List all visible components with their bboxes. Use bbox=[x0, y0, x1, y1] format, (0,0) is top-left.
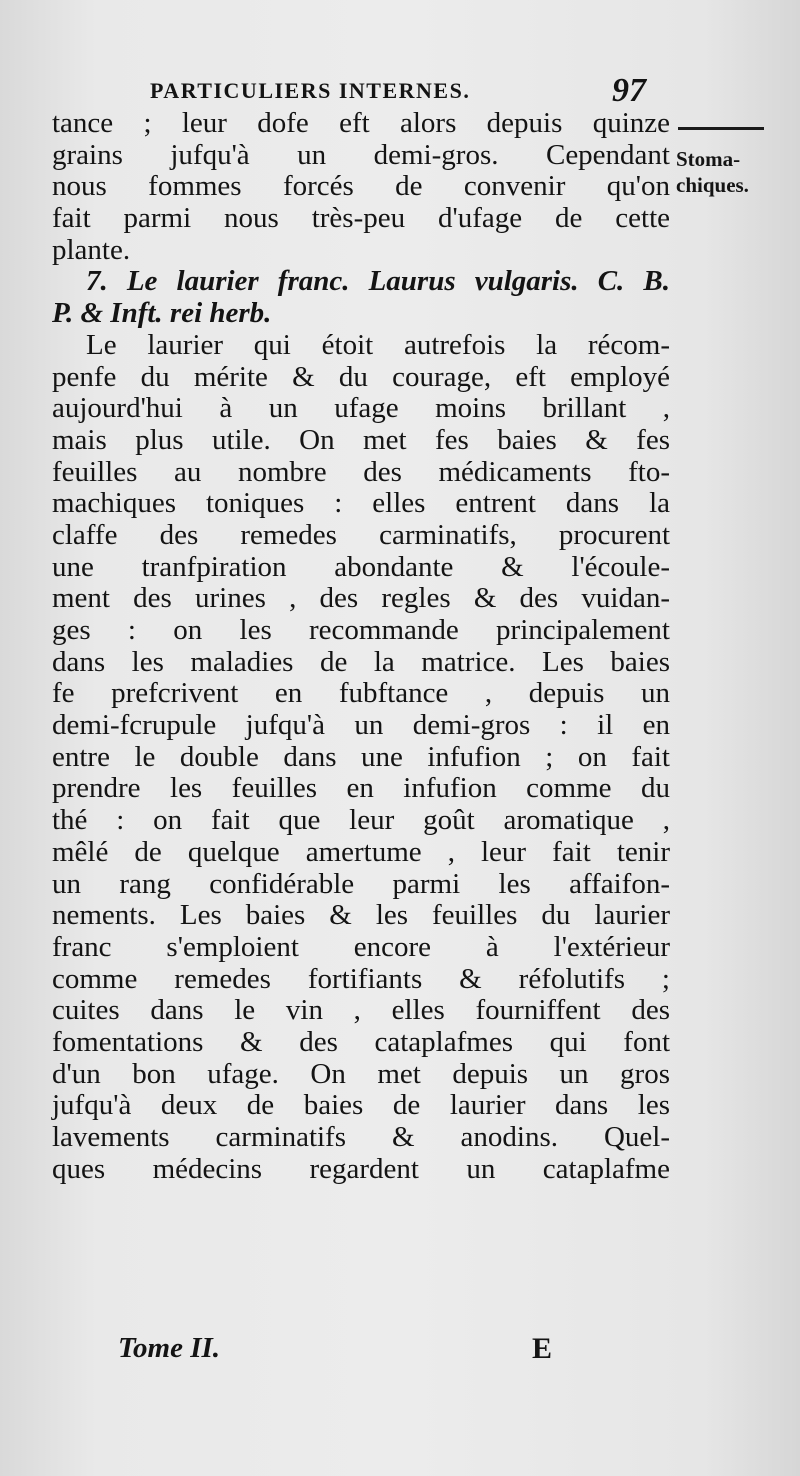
text-line: feuilles au nombre des médicaments fto- bbox=[52, 455, 670, 488]
text-line: plante. bbox=[52, 233, 131, 266]
text-line: fait parmi nous très-peu d'ufage de cette bbox=[52, 202, 670, 235]
text-line: une tranfpiration abondante & l'écoule- bbox=[52, 550, 670, 583]
text-line: penfe du mérite & du courage, eft employé bbox=[52, 360, 670, 393]
volume-label: Tome II. bbox=[118, 1332, 221, 1364]
text-line: machiques toniques : elles entrent dans la bbox=[52, 487, 670, 520]
text-line: thé : on fait que leur goût aromatique , bbox=[52, 804, 670, 837]
text-line: ment des urines , des regles & des vuidan- bbox=[52, 582, 670, 615]
running-head bbox=[150, 74, 670, 110]
text-line: cuites dans le vin , elles fourniffent des bbox=[52, 994, 670, 1027]
signature-mark: E bbox=[532, 1332, 553, 1365]
text-line: ques médecins regardent un cataplafme bbox=[52, 1152, 670, 1185]
text-line: jufqu'à deux de baies de laurier dans les bbox=[52, 1089, 670, 1122]
section-heading: 7. Le laurier franc. Laurus vulgaris. C. B. bbox=[86, 265, 670, 298]
text-line: claffe des remedes carminatifs, procurent bbox=[52, 518, 670, 551]
text-line: nements. Les baies & les feuilles du laurier bbox=[52, 899, 670, 932]
margin-note-line: chiques. bbox=[676, 173, 749, 197]
text-line: franc s'emploient encore à l'extérieur bbox=[52, 930, 670, 963]
text-line: ges : on les recommande principalement bbox=[52, 614, 670, 646]
text-line: mais plus utile. On met fes baies & fes bbox=[52, 423, 670, 456]
text-line: Le laurier qui étoit autrefois la récom- bbox=[86, 328, 670, 361]
text-line: mêlé de quelque amertume , leur fait tenir bbox=[52, 835, 670, 868]
text-line: tance ; leur dofe eft alors depuis quinze bbox=[52, 107, 670, 139]
page-footer bbox=[118, 1332, 588, 1372]
text-line: demi-fcrupule jufqu'à un demi-gros : il en bbox=[52, 709, 670, 742]
running-title: PARTICULIERS INTERNES. bbox=[150, 78, 471, 103]
text-line: prendre les feuilles en infufion comme du bbox=[52, 772, 670, 805]
body-text bbox=[52, 108, 670, 1185]
margin-note bbox=[676, 146, 749, 198]
text-line: entre le double dans une infufion ; on fait bbox=[52, 740, 670, 773]
section-heading-continued: P. & Inft. rei herb. bbox=[52, 297, 272, 330]
text-line: un rang confidérable parmi les affaifon- bbox=[52, 867, 670, 900]
text-line: fomentations & des cataplafmes qui font bbox=[52, 1025, 670, 1058]
text-line: lavements carminatifs & anodins. Quel- bbox=[52, 1121, 670, 1153]
text-line: dans les maladies de la matrice. Les baies bbox=[52, 645, 670, 678]
text-line: nous fommes forcés de convenir qu'on bbox=[52, 170, 670, 203]
page-number: 97 bbox=[612, 72, 646, 109]
text-line: grains jufqu'à un demi-gros. Cependant bbox=[52, 138, 670, 171]
text-line: d'un bon ufage. On met depuis un gros bbox=[52, 1057, 670, 1090]
text-line: comme remedes fortifiants & réfolutifs ; bbox=[52, 962, 670, 995]
text-line: fe prefcrivent en fubftance , depuis un bbox=[52, 677, 670, 710]
margin-note-line: Stoma- bbox=[676, 147, 741, 171]
text-line: aujourd'hui à un ufage moins brillant , bbox=[52, 392, 670, 425]
margin-rule bbox=[678, 127, 764, 130]
